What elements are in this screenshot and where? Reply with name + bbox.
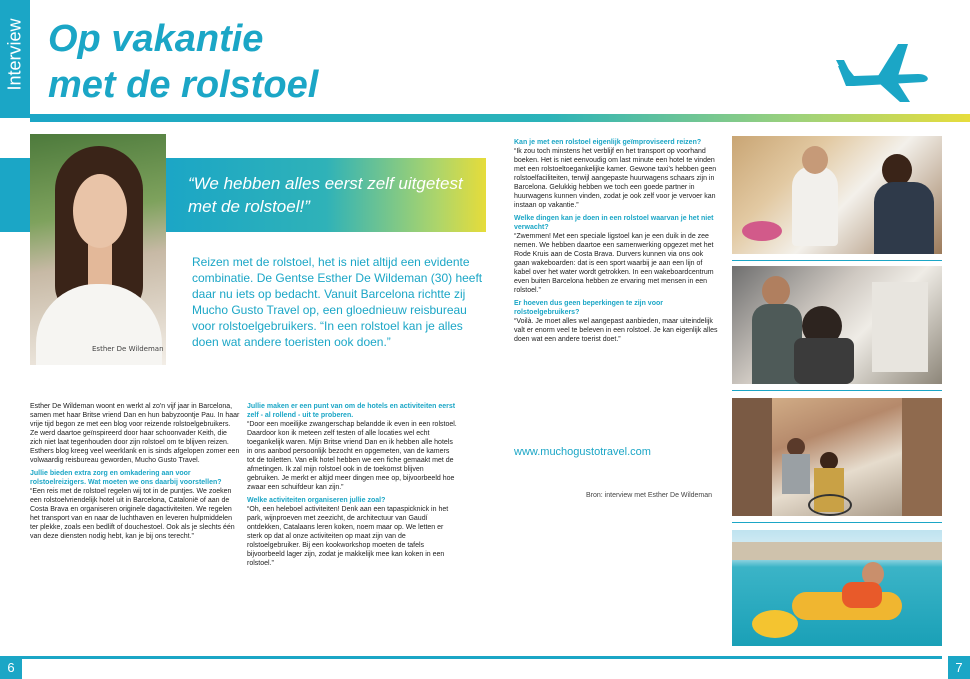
title-line-2: met de rolstoel	[48, 64, 319, 106]
footer-bar	[22, 656, 942, 659]
answer: “Voilà. Je moet alles wel aangepast aanbieden, maar uiteindelijk valt er enorm veel te beleven in een rolstoel. Je kan eigenlijk alles doen wat een andere toerist doet.”	[514, 318, 718, 343]
page-number-right: 7	[948, 656, 970, 679]
answer: “Door een moeilijke zwangerschap belandde ik even in een rolstoel. Daardoor kon ik meteen zelf testen of alle locaties wel echt toegankelijk waren. Mijn Britse vriend Dan en ik hebben alle hotels in ons aanbod persoonlijk bezocht en opgemeten, van de kamers tot de toiletten. Van elk hotel hebben we een fiche gemaakt met de afmetingen. Ik zal mijn rolstoel ook in de toekomst blijven gebruiken. Je merkt er altijd meer dingen mee op, bijvoorbeeld hoe zwaar een schuifdeur kan zijn.”	[247, 421, 457, 491]
airplane-icon	[832, 38, 932, 106]
photo-barbershop	[732, 266, 942, 384]
lead-paragraph: Reizen met de rolstoel, het is niet altijd een evidente combinatie. De Gentse Esther De Wildeman (30) heeft daar nu iets op bedacht. Vanuit Barcelona richtte zij Mucho Gusto Travel op, een gloednieuw reisbureau voor rolstoelgebruikers. “In een rolstoel kan je alles doen wat andere toeristen ook doen.”	[192, 255, 483, 349]
website-link[interactable]: www.muchogustotravel.com	[514, 446, 651, 458]
question: Jullie bieden extra zorg en omkadering aan voor rolstoelreizigers. Wat moeten we ons daarbij voorstellen?	[30, 470, 222, 486]
side-accent-bar	[0, 158, 30, 232]
answer: “Ik zou toch minstens het verblijf en het transport op voorhand boeken. Het is niet eenvoudig om last minute een hotel te vinden met een rolstoeltoegankelijke kamer. Gewone taxi's hebben geen rolstoelfaciliteiten, terwijl aangepaste huurwagens schaars zijn in Barcelona. Gelukkig hebben we toch een goede partner in huurwagens kunnen vinden, zodat je ook zelf voor je vervoer kan instaan op vakantie.”	[514, 148, 717, 209]
photo-cafe	[732, 136, 942, 254]
question: Welke dingen kan je doen in een rolstoel waarvan je het niet verwacht?	[514, 215, 714, 231]
page-number-left: 6	[0, 656, 22, 679]
question: Er hoeven dus geen beperkingen te zijn voor rolstoelgebruikers?	[514, 300, 663, 316]
article-column-1	[30, 402, 240, 545]
header-gradient-bar	[30, 114, 970, 122]
article-column-3	[514, 138, 720, 348]
question: Welke activiteiten organiseren jullie zoal?	[247, 497, 386, 504]
portrait-caption: Esther De Wildeman	[92, 345, 164, 353]
photo-divider	[732, 522, 942, 523]
answer: “Zwemmen! Met een speciale ligstoel kan je een duik in de zee nemen. We hebben daartoe een samenwerking opgezet met het Rode Kruis aan de Costa Brava. Durvers kunnen via ons ook gaan wakeboarden: dat is een sport waarbij je aan een lijn of kabel over het water wordt getrokken. In een wakeboardcentrum even buiten Barcelona hebben ze ervaring met mensen in een rolstoel.”	[514, 233, 714, 294]
portrait-photo	[30, 134, 166, 365]
pull-quote: “We hebben alles eerst zelf uitgetest met de rolstoel!”	[188, 174, 463, 216]
photo-street	[732, 398, 942, 516]
section-tab	[0, 0, 30, 118]
answer: “Een reis met de rolstoel regelen wij tot in de puntjes. We zoeken een rolstoelvriendelijk hotel uit in Barcelona, Catalonië of aan de Costa Brava en organiseren originele dagactiviteiten. We regelen het transport van en naar de luchthaven en leveren hulpmiddelen ter plekke, zoals een bedlift of douchestoel. Ook als je slechts één van deze diensten nodig hebt, kan je bij ons terecht.”	[30, 488, 235, 540]
photo-divider	[732, 390, 942, 391]
photo-divider	[732, 260, 942, 261]
article-column-2	[247, 402, 457, 572]
question: Jullie maken er een punt van om de hotels en activiteiten eerst zelf - al rollend - uit te proberen.	[247, 403, 456, 419]
question: Kan je met een rolstoel eigenlijk geïmproviseerd reizen?	[514, 139, 702, 146]
page-title	[48, 16, 318, 108]
title-line-1: Op vakantie	[48, 18, 264, 60]
intro-paragraph: Esther De Wildeman woont en werkt al zo'n vijf jaar in Barcelona, samen met haar Britse vriend Dan en hun babyzoontje Pau. In haar vrije tijd begon ze met een blog voor reizende rolstoelgebruikers. Ze werd daartoe geïnspireerd door haar schoonvader Keith, die zich niet laat tegenhouden door zijn rolstoel om te blijven reizen. Esthers blog kreeg veel weerklank en is sinds afgelopen zomer een volwaardig reisbureau geworden, Mucho Gusto Travel.	[30, 403, 240, 464]
photo-sea-chair	[732, 530, 942, 646]
section-tab-label: Interview	[4, 18, 25, 91]
source-note: Bron: interview met Esther De Wildeman	[586, 492, 713, 499]
answer: “Oh, een heleboel activiteiten! Denk aan een tapaspicknick in het park, wijnproeven met zeezicht, de architectuur van Gaudí ontdekken, Catalaans leren koken, noem maar op. We letten er sterk op dat al onze activiteiten op maat zijn van de rolstoelgebruiker. Bij een kookworkshop moeten de tafels bijvoorbeeld lager zijn, zodat je makkelijk mee kan koken in een rolstoel.”	[247, 506, 449, 567]
